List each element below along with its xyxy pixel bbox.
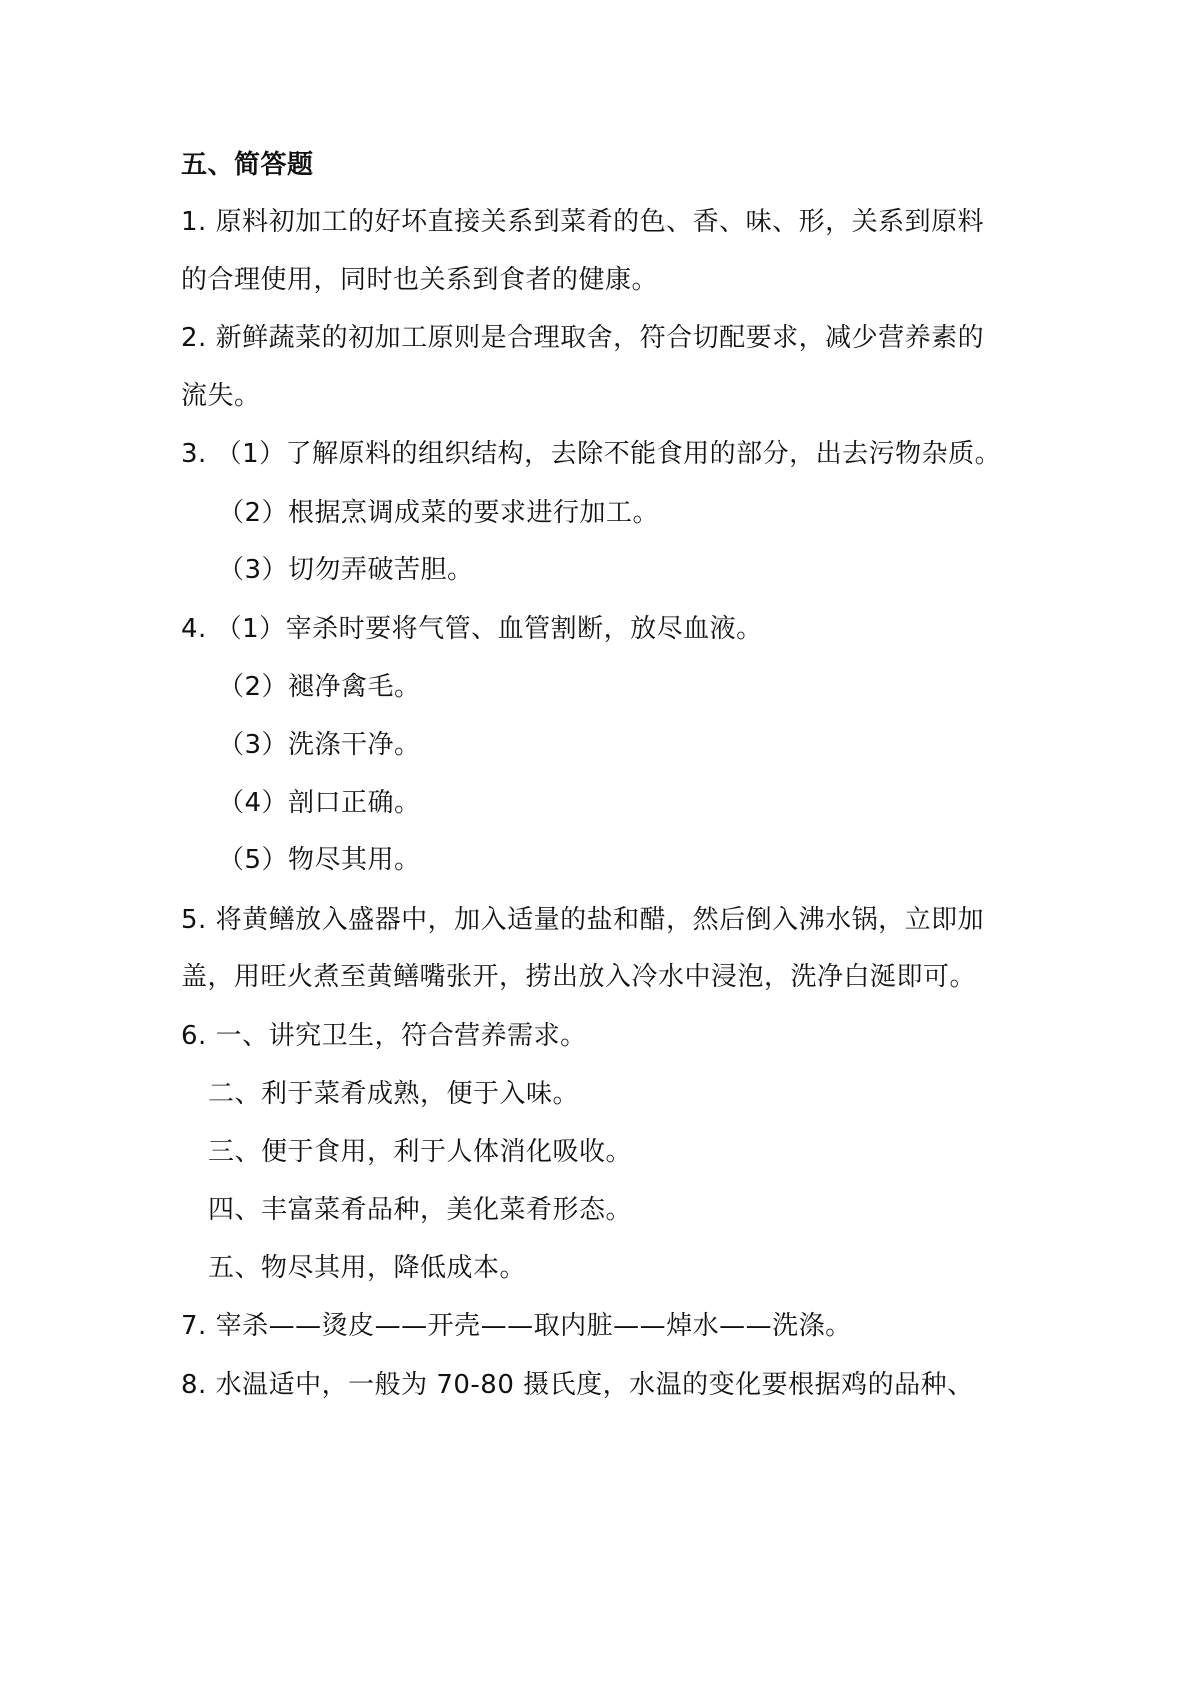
answer-2-line-2: 流失。 [181,381,261,411]
answer-4-item-4: （4）剖口正确。 [218,788,421,818]
answer-2-line-1: 2. 新鲜蔬菜的初加工原则是合理取舍，符合切配要求，减少营养素的 [181,323,985,353]
answer-8-line-1: 8. 水温适中，一般为 70-80 摄氏度，水温的变化要根据鸡的品种、 [181,1370,974,1400]
answer-3-item-1: 3. （1）了解原料的组织结构，去除不能食用的部分，出去污物杂质。 [181,439,1002,469]
answer-6-item-4: 四、丰富菜肴品种，美化菜肴形态。 [208,1195,633,1225]
answer-1-line-1: 1. 原料初加工的好坏直接关系到菜肴的色、香、味、形，关系到原料 [181,207,985,237]
answer-4-item-3: （3）洗涤干净。 [218,730,421,760]
answer-1-line-2: 的合理使用，同时也关系到食者的健康。 [181,265,659,295]
answer-4-item-2: （2）褪净禽毛。 [218,672,421,702]
section-title: 五、简答题 [181,150,314,180]
answer-6-item-1: 6. 一、讲究卫生，符合营养需求。 [181,1021,587,1051]
answer-6-item-2: 二、利于菜肴成熟，便于入味。 [208,1079,580,1109]
answer-4-item-5: （5）物尽其用。 [218,845,421,875]
answer-3-item-2: （2）根据烹调成菜的要求进行加工。 [218,498,660,528]
answer-5-line-2: 盖，用旺火煮至黄鳝嘴张开，捞出放入冷水中浸泡，洗净白涎即可。 [181,962,977,992]
answer-7-line-1: 7. 宰杀——烫皮——开壳——取内脏——焯水——洗涤。 [181,1311,852,1341]
answer-5-line-1: 5. 将黄鳝放入盛器中，加入适量的盐和醋，然后倒入沸水锅，立即加 [181,905,985,935]
answer-4-item-1: 4. （1）宰杀时要将气管、血管割断，放尽血液。 [181,614,763,644]
answer-6-item-5: 五、物尽其用，降低成本。 [208,1253,527,1283]
answer-6-item-3: 三、便于食用，利于人体消化吸收。 [208,1137,633,1167]
answer-3-item-3: （3）切勿弄破苦胆。 [218,555,474,585]
